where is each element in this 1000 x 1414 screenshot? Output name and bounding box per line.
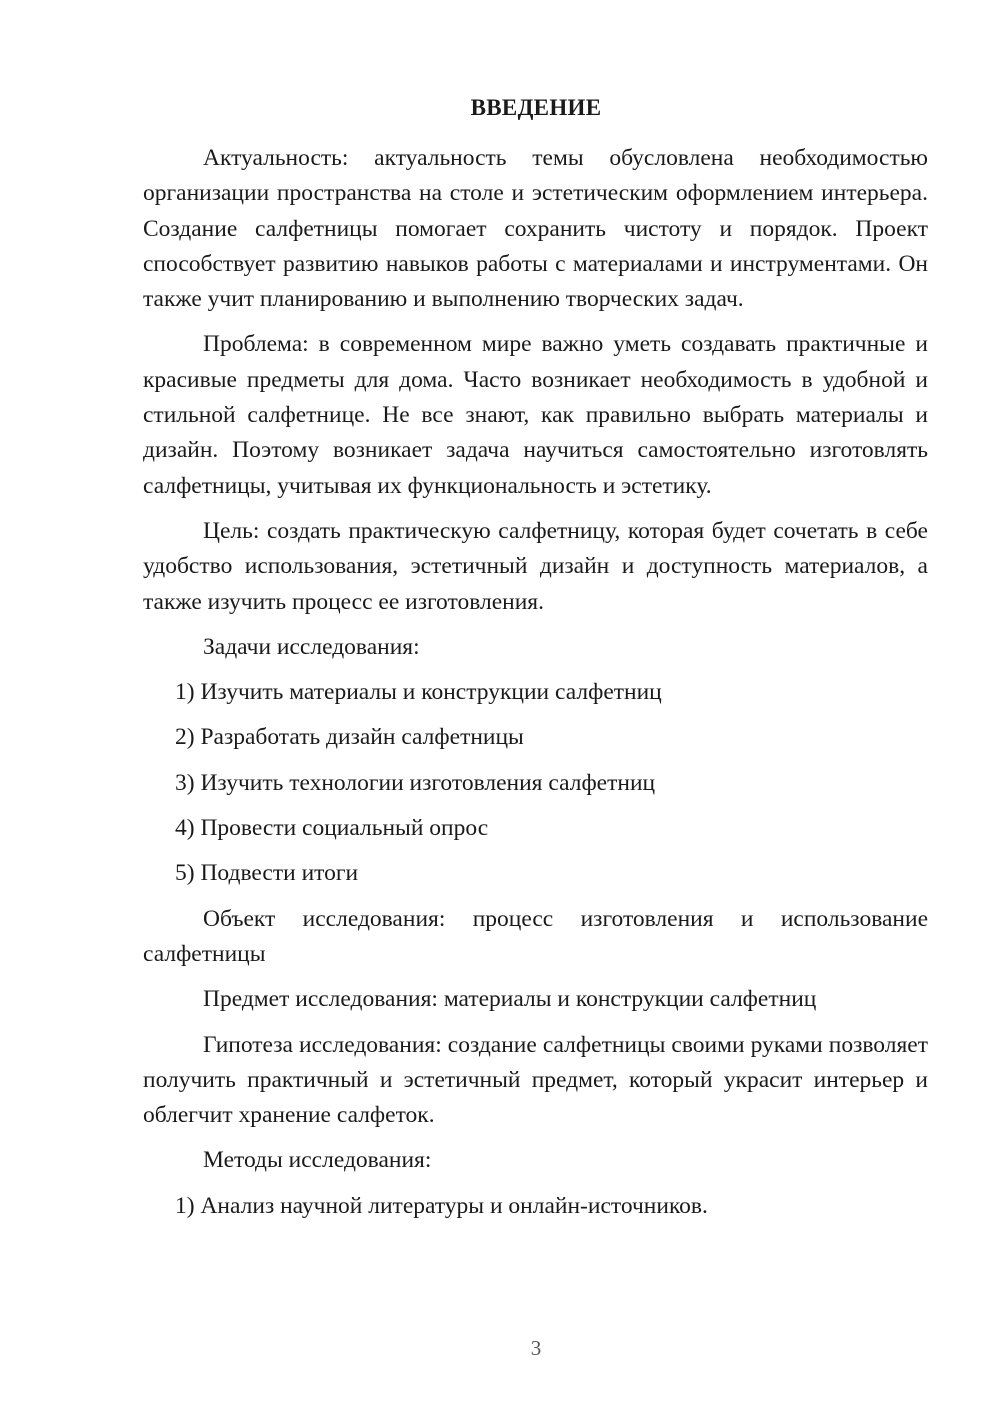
page-number: 3 [530,1336,542,1360]
document-body [143,141,928,1224]
task-item: 1) Изучить материалы и конструкции салфетниц [175,679,662,706]
hypothesis-paragraph: Гипотеза исследования: создание салфетницы своими руками позволяет получить практичный и эстетичный предмет, который украсит интерьер и облегчит хранение салфеток. [143,1031,928,1129]
task-item: 2) Разработать дизайн салфетницы [175,724,524,751]
task-item: 3) Изучить технологии изготовления салфетниц [175,769,656,796]
relevance-paragraph: Актуальность: актуальность темы обусловлена необходимостью организации пространства на столе и эстетическим оформлением интерьера. Создание салфетницы помогает сохранить чистоту и порядок. Проект способствует развитию навыков работы с материалами и инструментами. Он также учит планированию и выполнению творческих задач. [143,145,928,313]
object-paragraph: Объект исследования: процесс изготовления и использование салфетницы [143,905,928,967]
task-item: 5) Подвести итоги [175,860,359,887]
goal-paragraph: Цель: создать практическую салфетницу, которая будет сочетать в себе удобство использования, эстетичный дизайн и доступность материалов, а также изучить процесс ее изготовления. [143,517,928,615]
subject-paragraph: Предмет исследования: материалы и конструкции салфетниц [203,986,817,1013]
task-item: 4) Провести социальный опрос [175,815,489,842]
page-title: ВВЕДЕНИЕ [470,95,602,120]
method-item: 1) Анализ научной литературы и онлайн-источников. [175,1192,708,1219]
tasks-heading: Задачи исследования: [203,633,420,660]
methods-heading: Методы исследования: [203,1147,432,1174]
problem-paragraph: Проблема: в современном мире важно уметь создавать практичные и красивые предметы для дома. Часто возникает необходимость в удобной и стильной салфетнице. Не все знают, как правильно выбрать материалы и дизайн. Поэтому возникает задача научиться самостоятельно изготовлять салфетницы, учитывая их функциональность и эстетику. [143,331,928,499]
